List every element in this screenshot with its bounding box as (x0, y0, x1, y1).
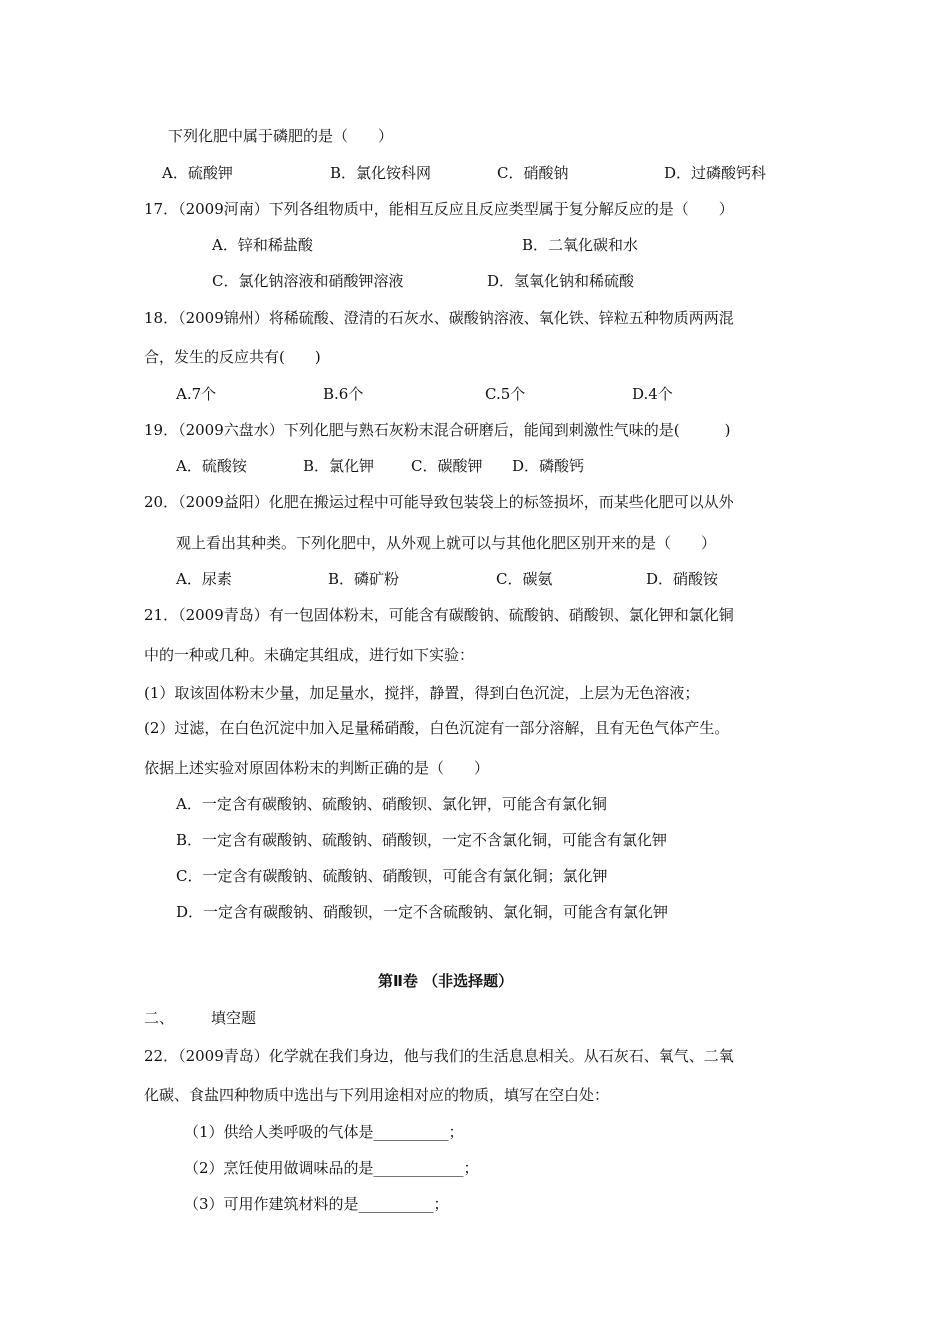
q19-option-d: D．磷酸钙 (512, 457, 585, 475)
q19-option-c: C．碳酸钾 (411, 457, 483, 475)
question-21-stem-line1: 21．（2009青岛）有一包固体粉末，可能含有碳酸钠、硫酸钠、硝酸钡、氯化钾和氯化铜 (144, 606, 734, 624)
q18-option-c: C.5个 (485, 385, 526, 403)
q22-item-3: （3）可用作建筑材料的是__________； (184, 1195, 449, 1213)
question-22-stem-line1: 22．（2009青岛）化学就在我们身边，他与我们的生活息息相关。从石灰石、氧气、二氧 (144, 1047, 734, 1065)
q19-option-b: B．氯化钾 (303, 457, 375, 475)
section-number: 二、 (144, 1009, 175, 1027)
q20-option-a: A．尿素 (176, 570, 232, 588)
question-20-stem-line1: 20．（2009益阳）化肥在搬运过程中可能导致包装袋上的标签损坏，而某些化肥可以从外 (144, 493, 734, 511)
question-21-step-1: (1）取该固体粉末少量，加足量水，搅拌，静置，得到白色沉淀，上层为无色溶液； (144, 684, 700, 702)
q16-option-a: A．硫酸钾 (162, 164, 233, 182)
q20-option-d: D．硝酸铵 (646, 570, 719, 588)
question-21-step-2: (2）过滤，在白色沉淀中加入足量稀硝酸，白色沉淀有一部分溶解，且有无色气体产生。 (144, 719, 730, 737)
question-18-stem-line2: 合，发生的反应共有( ) (144, 348, 321, 366)
q18-option-b: B.6个 (323, 385, 364, 403)
q21-option-d: D．一定含有碳酸钠、硝酸钡，一定不含硫酸钠、氯化铜，可能含有氯化钾 (176, 903, 669, 921)
part-2-title: 第Ⅱ卷 （非选择题） (378, 972, 514, 990)
question-17-stem: 17．（2009河南）下列各组物质中，能相互反应且反应类型属于复分解反应的是（ ） (144, 200, 734, 218)
q16-option-b: B．氯化铵科网 (330, 164, 432, 182)
question-22-stem-line2: 化碳、食盐四种物质中选出与下列用途相对应的物质，填写在空白处： (144, 1086, 610, 1104)
section-name: 填空题 (211, 1009, 257, 1027)
question-18-stem-line1: 18．（2009锦州）将稀硫酸、澄清的石灰水、碳酸钠溶液、氧化铁、锌粒五种物质两两混 (144, 309, 734, 327)
question-19-stem: 19．（2009六盘水）下列化肥与熟石灰粉末混合研磨后，能闻到刺激性气味的是( ) (144, 421, 731, 439)
q16-option-c: C．硝酸钠 (497, 164, 569, 182)
q17-option-a: A．锌和稀盐酸 (212, 236, 313, 254)
q18-option-a: A.7个 (176, 385, 217, 403)
q21-option-c: C．一定含有碳酸钠、硫酸钠、硝酸钡，可能含有氯化铜；氯化钾 (176, 867, 608, 885)
q17-option-d: D．氢氧化钠和稀硫酸 (487, 272, 635, 290)
q17-option-c: C．氯化钠溶液和硝酸钾溶液 (212, 272, 404, 290)
question-16-stem: 下列化肥中属于磷肥的是（ ） (168, 127, 394, 145)
q21-option-b: B．一定含有碳酸钠、硫酸钠、硝酸钡，一定不含氯化铜，可能含有氯化钾 (176, 831, 668, 849)
q22-item-1: （1）供给人类呼吸的气体是__________； (184, 1123, 464, 1141)
question-21-question: 依据上述实验对原固体粉末的判断正确的是（ ） (144, 759, 490, 777)
q18-option-d: D.4个 (632, 385, 673, 403)
q21-option-a: A．一定含有碳酸钠、硫酸钠、硝酸钡、氯化钾，可能含有氯化铜 (176, 795, 607, 813)
question-21-stem-line2: 中的一种或几种。未确定其组成，进行如下实验： (144, 646, 475, 664)
question-20-stem-line2: 观上看出其种类。下列化肥中，从外观上就可以与其他化肥区别开来的是（ ） (176, 534, 717, 552)
q16-option-d: D．过磷酸钙科 (664, 164, 767, 182)
q20-option-b: B．磷矿粉 (328, 570, 400, 588)
q20-option-c: C．碳氨 (496, 570, 553, 588)
q17-option-b: B．二氧化碳和水 (522, 236, 639, 254)
q19-option-a: A．硫酸铵 (176, 457, 247, 475)
q22-item-2: （2）烹饪使用做调味品的是____________； (184, 1159, 479, 1177)
